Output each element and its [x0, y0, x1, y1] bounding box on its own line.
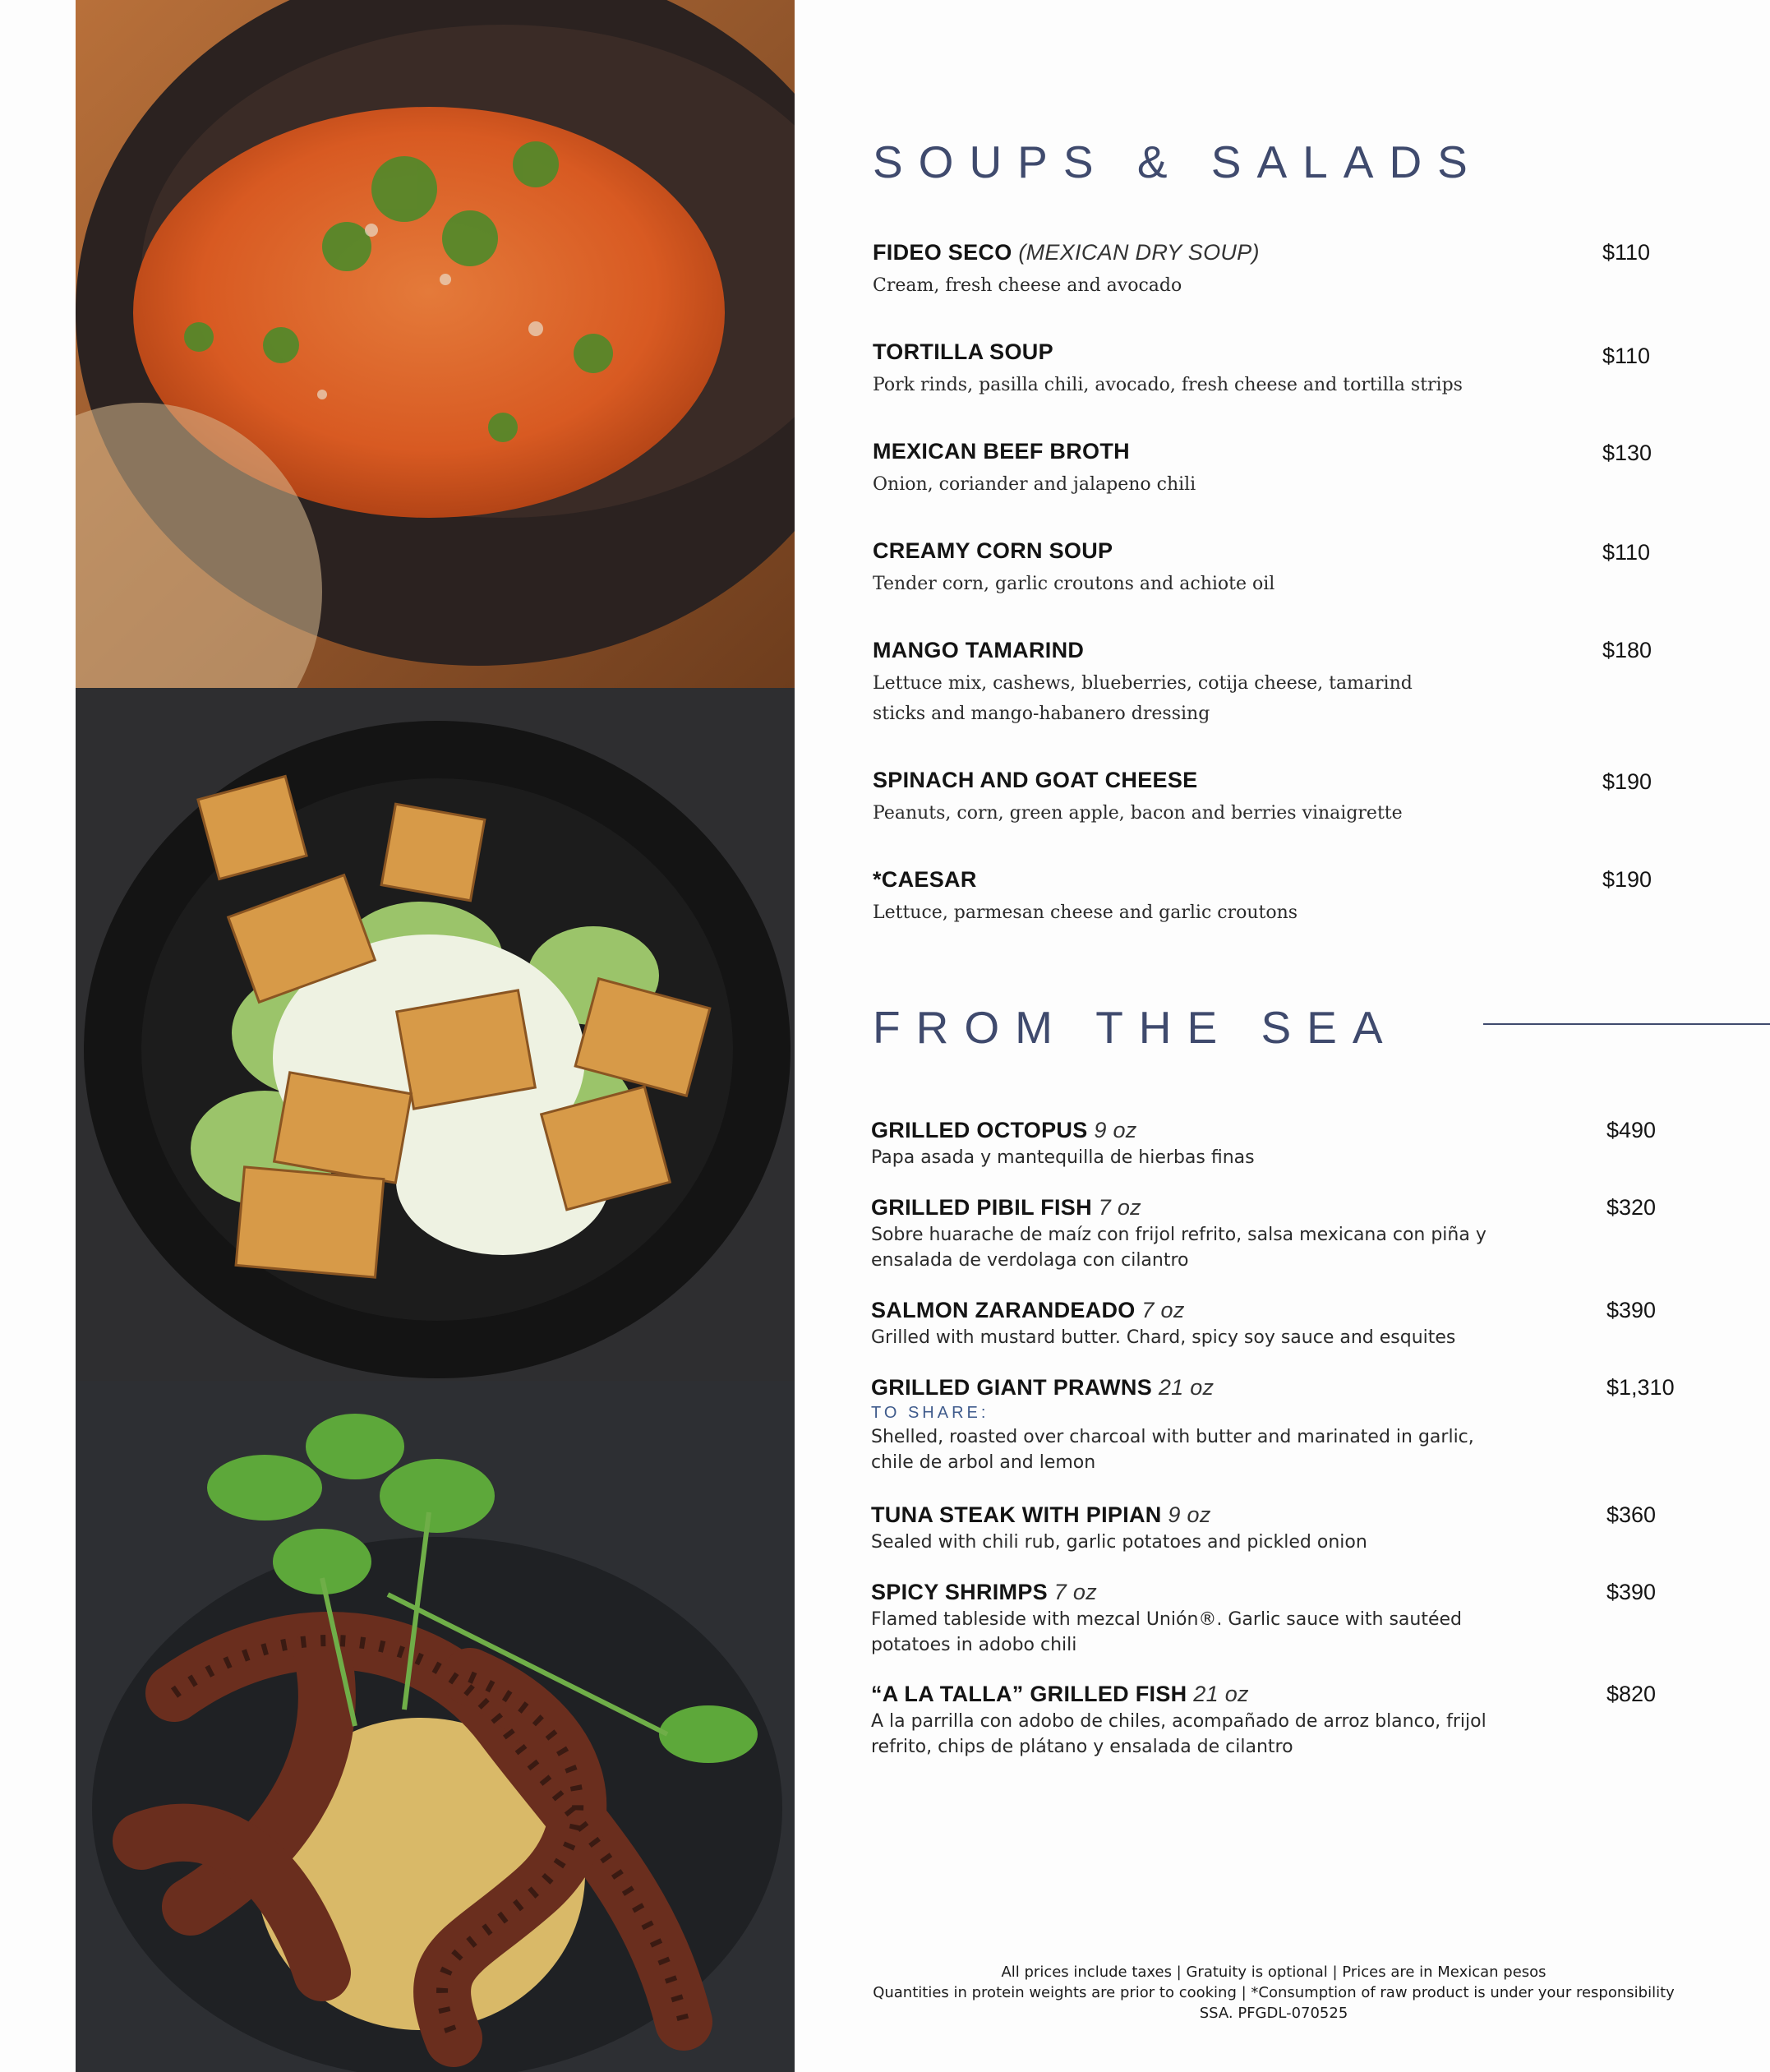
item-description: Lettuce mix, cashews, blueberries, cotija cheese, tamarind sticks and mango-habanero dressing: [873, 673, 1413, 724]
item-price: $360: [1606, 1502, 1657, 1527]
item-description: Grilled with mustard butter. Chard, spicy soy sauce and esquites: [871, 1327, 1456, 1348]
item-weight: 9 oz: [1168, 1502, 1211, 1527]
item-name: [871, 1580, 1676, 1605]
item-price: $110: [1602, 540, 1651, 565]
item-description: Shelled, roasted over charcoal with butter and marinated in garlic, chile de arbol and lemon: [871, 1427, 1474, 1473]
item-name-text: SPICY SHRIMPS: [871, 1580, 1048, 1604]
item-price: $820: [1606, 1682, 1657, 1706]
item-price: $180: [1602, 638, 1652, 662]
footer-line-disclaimer: Quantities in protein weights are prior to cooking | *Consumption of raw product is under your responsibility: [873, 1984, 1675, 2001]
footer-line-prices: All prices include taxes | Gratuity is optional | Prices are in Mexican pesos: [1001, 1964, 1546, 1981]
menu-item: [871, 1118, 1676, 1170]
item-price: $390: [1606, 1298, 1657, 1322]
item-name: [871, 1195, 1676, 1221]
item-weight: 7 oz: [1141, 1298, 1185, 1322]
item-name: *CAESAR: [873, 867, 977, 892]
item-name-text: “A LA TALLA” GRILLED FISH: [871, 1682, 1187, 1706]
item-description: Sobre huarache de maíz con frijol refrito, salsa mexicana con piña y ensalada de verdolaga con cilantro: [871, 1225, 1487, 1271]
item-description: Peanuts, corn, green apple, bacon and berries vinaigrette: [873, 803, 1403, 824]
item-weight: 7 oz: [1098, 1195, 1141, 1220]
menu-item: [873, 768, 1678, 828]
menu-item: [873, 240, 1678, 301]
to-share-label: TO SHARE:: [871, 1404, 989, 1422]
menu-item: [871, 1195, 1676, 1273]
item-price: $1,310: [1606, 1375, 1675, 1400]
item-price: $130: [1602, 441, 1652, 465]
item-description: Tender corn, garlic croutons and achiote oil: [873, 574, 1275, 594]
item-name: [873, 240, 1678, 265]
menu-item: [873, 867, 1678, 928]
item-name-text: GRILLED OCTOPUS: [871, 1118, 1088, 1142]
item-description: Sealed with chili rub, garlic potatoes and pickled onion: [871, 1532, 1367, 1553]
item-name: SPINACH AND GOAT CHEESE: [873, 768, 1198, 792]
item-price: $190: [1602, 867, 1652, 892]
menu-item: [873, 638, 1678, 729]
menu-footer: [871, 1962, 1676, 2024]
item-name: [871, 1298, 1676, 1323]
section-title-soups-salads: SOUPS & SALADS: [873, 136, 1483, 187]
item-description: Flamed tableside with mezcal Unión®. Garlic sauce with sautéed potatoes in adobo chili: [871, 1609, 1462, 1655]
item-name-text: TUNA STEAK WITH PIPIAN: [871, 1502, 1162, 1527]
item-name-text: SALMON ZARANDEADO: [871, 1298, 1136, 1322]
item-name: [871, 1118, 1676, 1143]
item-description: A la parrilla con adobo de chiles, acompañado de arroz blanco, frijol refrito, chips de plátano y ensalada de cilantro: [871, 1711, 1487, 1757]
footer-line-license: SSA. PFGDL-070525: [1199, 2005, 1348, 2022]
item-price: $320: [1606, 1195, 1657, 1220]
item-name: TORTILLA SOUP: [873, 339, 1053, 364]
item-name: [871, 1375, 1676, 1401]
section-title-from-the-sea: FROM THE SEA: [873, 1002, 1399, 1053]
item-description: Papa asada y mantequilla de hierbas finas: [871, 1147, 1255, 1168]
item-weight: 21 oz: [1193, 1682, 1249, 1706]
item-name-text: FIDEO SECO: [873, 240, 1012, 265]
item-description: Cream, fresh cheese and avocado: [873, 275, 1182, 296]
menu-item: [873, 538, 1678, 599]
menu-item: [873, 439, 1678, 500]
item-weight: 7 oz: [1053, 1580, 1098, 1604]
item-name: [871, 1682, 1676, 1707]
item-price: $190: [1602, 769, 1652, 794]
menu-item: [871, 1298, 1676, 1350]
item-weight: 9 oz: [1094, 1118, 1137, 1142]
item-tag: (MEXICAN DRY SOUP): [1018, 240, 1260, 265]
menu-item: [871, 1375, 1676, 1475]
item-name: CREAMY CORN SOUP: [873, 538, 1113, 563]
menu-item: [871, 1502, 1676, 1555]
menu-item: [871, 1682, 1676, 1760]
caesar-salad-photo: [76, 688, 795, 1381]
item-description: Lettuce, parmesan cheese and garlic croutons: [873, 902, 1298, 923]
item-price: $110: [1602, 344, 1651, 368]
item-price: $490: [1606, 1118, 1657, 1142]
title-divider: [1483, 1023, 1770, 1025]
item-weight: 21 oz: [1158, 1375, 1215, 1400]
item-description: Onion, coriander and jalapeno chili: [873, 474, 1196, 495]
item-description: Pork rinds, pasilla chili, avocado, fresh cheese and tortilla strips: [873, 375, 1463, 395]
soup-photo: [76, 0, 795, 688]
item-name: MANGO TAMARIND: [873, 638, 1085, 662]
item-name-text: GRILLED PIBIL FISH: [871, 1195, 1092, 1220]
item-price: $110: [1602, 240, 1651, 265]
menu-item: [871, 1580, 1676, 1658]
item-price: $390: [1606, 1580, 1657, 1604]
item-name: [871, 1502, 1676, 1528]
grilled-octopus-photo: [76, 1381, 795, 2072]
item-name: MEXICAN BEEF BROTH: [873, 439, 1130, 464]
item-name-text: GRILLED GIANT PRAWNS: [871, 1375, 1152, 1400]
menu-item: [873, 339, 1678, 400]
